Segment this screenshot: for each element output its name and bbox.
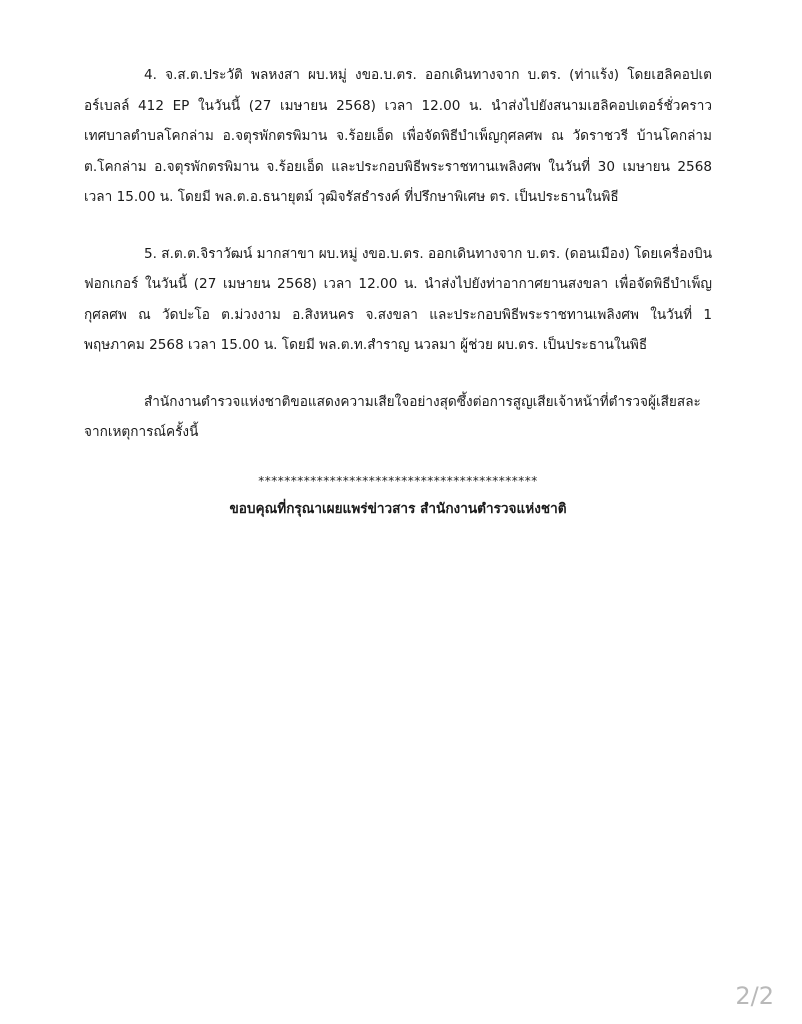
paragraph-item-5: 5. ส.ต.ต.จิราวัฒน์ มากสาขา ผบ.หมู่ งขอ.บ.ตร. ออกเดินทางจาก บ.ตร. (ดอนเมือง) โดยเครื่องบินฟอกเกอร์ ในวันนี้ (27 เมษายน 2568) เวลา 12.00 น. นำส่งไปยังท่าอากาศยานสงขลา เพื่อจัดพิธีบำเพ็ญกุศลศพ ณ วัดปะโอ ต.ม่วงงาม อ.สิงหนคร จ.สงขลา และประกอบพิธีพระราชทานเพลิงศพ ในวันที่ 1 พฤษภาคม 2568 เวลา 15.00 น. โดยมี พล.ต.ท.สำราญ นวลมา ผู้ช่วย ผบ.ตร. เป็นประธานในพิธี <box>84 245 712 353</box>
paragraph-item-4: 4. จ.ส.ต.ประวัติ พลหงสา ผบ.หมู่ งขอ.บ.ตร. ออกเดินทางจาก บ.ตร. (ท่าแร้ง) โดยเฮลิคอปเตอร์เบลล์ 412 EP ในวันนี้ (27 เมษายน 2568) เวลา 12.00 น. นำส่งไปยังสนามเฮลิคอปเตอร์ชั่วคราว เทศบาลตำบลโคกล่าม อ.จตุรพักตรพิมาน จ.ร้อยเอ็ด เพื่อจัดพิธีบำเพ็ญกุศลศพ ณ วัดราชวรี บ้านโคกล่าม ต.โคกล่าม อ.จตุรพักตรพิมาน จ.ร้อยเอ็ด และประกอบพิธีพระราชทานเพลิงศพ ในวันที่ 30 เมษายน 2568 เวลา 15.00 น. โดยมี พล.ต.อ.ธนายุตม์ วุฒิจรัสธำรงค์ ที่ปรึกษาพิเศษ ตร. เป็นประธานในพิธี <box>84 67 712 205</box>
thanks-line: ขอบคุณที่กรุณาเผยแพร่ข่าวสาร สำนักงานตำรวจแห่งชาติ <box>229 500 567 517</box>
closing-statement: สำนักงานตำรวจแห่งชาติขอแสดงความเสียใจอย่างสุดซึ้งต่อการสูญเสียเจ้าหน้าที่ตำรวจผู้เสียสละจากเหตุการณ์ครั้งนี้ <box>84 393 701 440</box>
document-body <box>84 60 712 524</box>
asterisk-divider: ******************************************* <box>258 473 538 488</box>
page-indicator: 2/2 <box>735 982 774 1010</box>
